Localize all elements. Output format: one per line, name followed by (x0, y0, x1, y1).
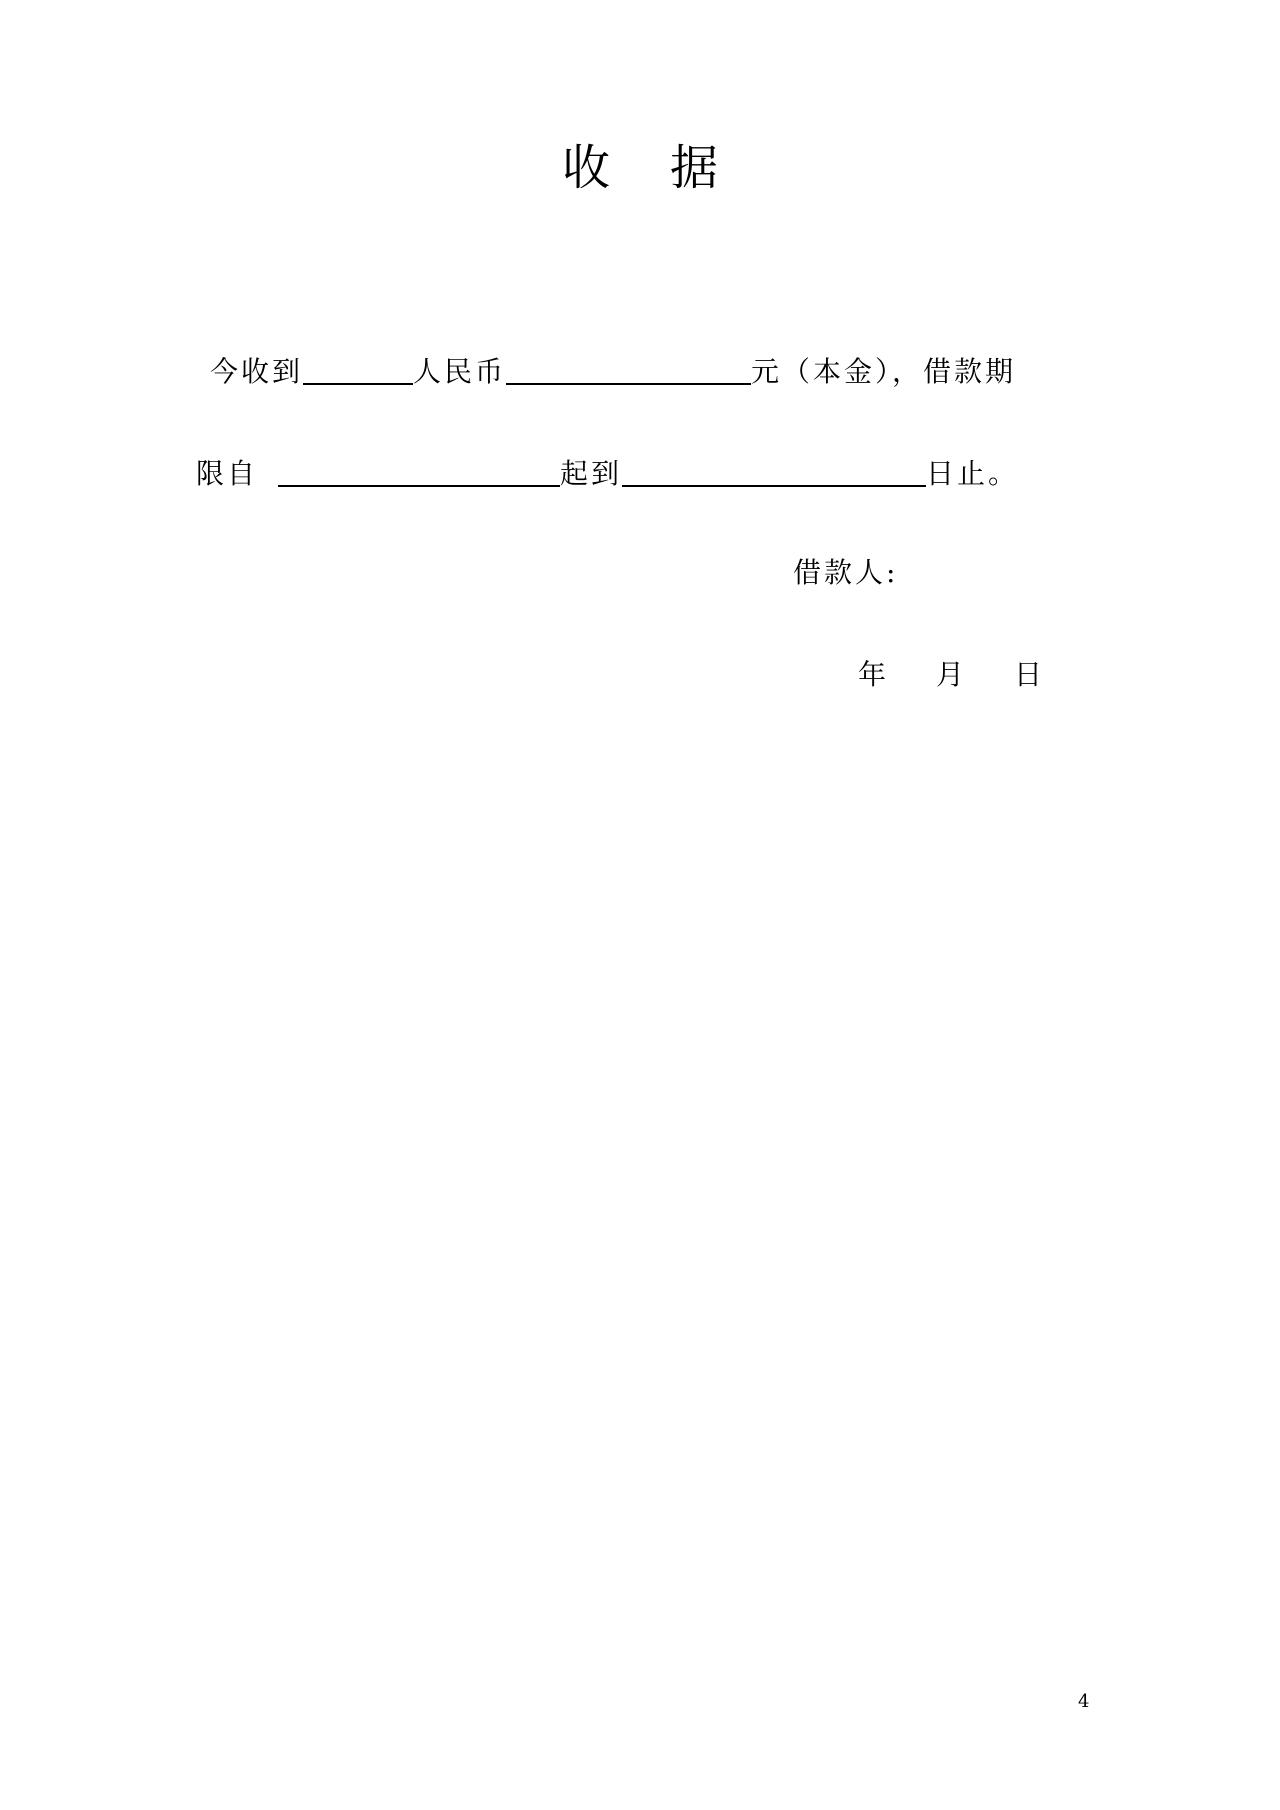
receipt-line-1 (210, 352, 1016, 392)
line2-mid: 起到 (560, 457, 623, 490)
line1-suffix: 元（本金），借款期 (751, 355, 1017, 388)
date-day: 日 (1014, 658, 1043, 691)
date-month: 月 (936, 658, 965, 691)
borrower-label: 借款人: (793, 556, 899, 589)
payer-blank[interactable] (303, 353, 413, 385)
title-char-1: 收 (561, 140, 610, 196)
page-number: 4 (1078, 1691, 1090, 1712)
amount-blank[interactable] (506, 353, 751, 385)
title-char-2: 据 (670, 140, 719, 196)
line1-mid: 人民币 (413, 355, 507, 388)
line2-prefix: 限自 (196, 457, 259, 490)
receipt-line-2 (196, 454, 1019, 494)
date-line (858, 655, 1042, 695)
line1-prefix: 今收到 (210, 355, 304, 388)
start-date-blank[interactable] (278, 455, 560, 487)
date-year: 年 (858, 658, 887, 691)
end-date-blank[interactable] (622, 455, 926, 487)
page-title (0, 138, 1280, 198)
line2-suffix: 日止。 (926, 457, 1020, 490)
